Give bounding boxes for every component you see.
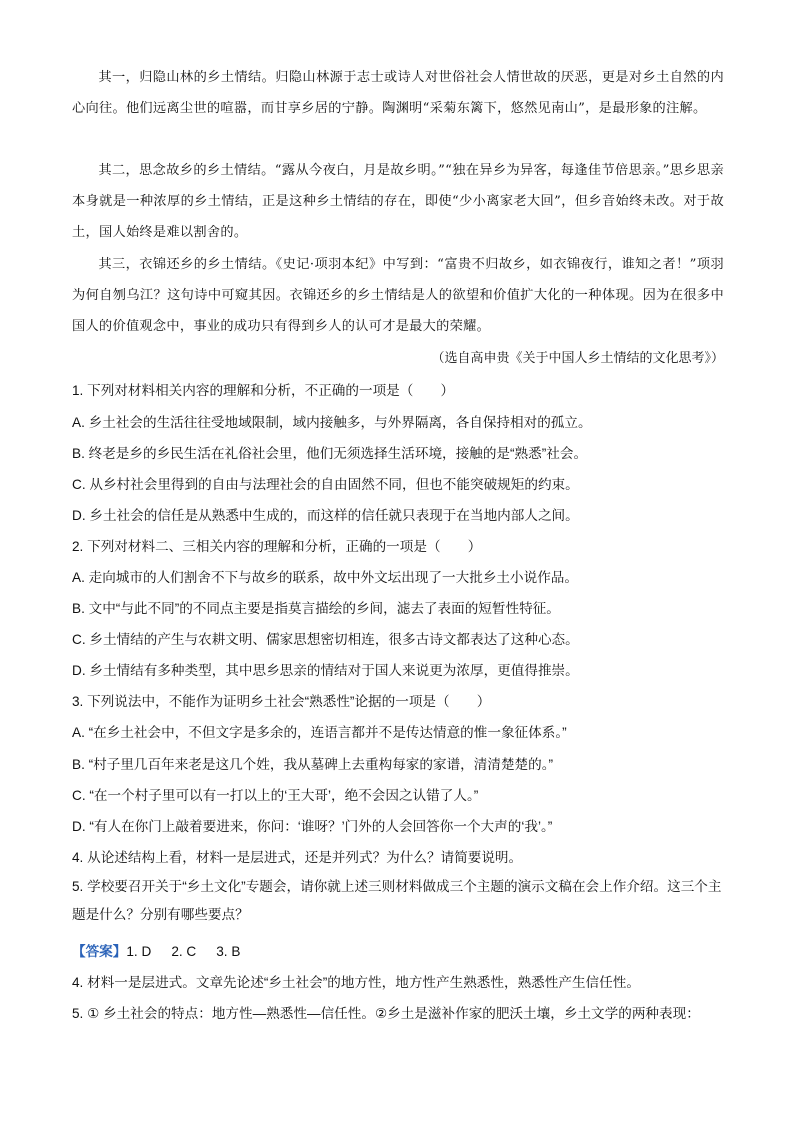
material3-paragraph-1 xyxy=(72,62,724,124)
question-2-option-c: C. 乡土情结的产生与农耕文明、儒家思想密切相连，很多古诗文都表达了这种心态。 xyxy=(72,632,579,647)
question-1-option-a: A. 乡土社会的生活往往受地域限制，域内接触多，与外界隔离，各自保持相对的孤立。 xyxy=(72,415,592,430)
question-2-stem: 2. 下列对材料二、三相关内容的理解和分析，正确的一项是（ ） xyxy=(72,539,482,554)
question-1-option-d: D. 乡土社会的信任是从熟悉中生成的，而这样的信任就只表现于在当地内部人之间。 xyxy=(72,508,579,523)
paragraph-text: 其一，归隐山林的乡土情结。归隐山林源于志士或诗人对世俗社会人情世故的厌恶，更是对乡土自然的内心向往。他们远离尘世的喧嚣，而甘享乡居的宁静。陶渊明“采菊东篱下，悠然见南山”，是最形象的注解。 xyxy=(72,70,724,116)
question-2-option-d: D. 乡土情结有多种类型，其中思乡思亲的情结对于国人来说更为浓厚，更值得推崇。 xyxy=(72,663,579,678)
question-3-option-d: D. “有人在你门上敲着要进来，你问：‘谁呀？’门外的人会回答你一个大声的‘我’。” xyxy=(72,819,553,834)
question-3-stem: 3. 下列说法中，不能作为证明乡土社会“熟悉性”论据的一项是（ ） xyxy=(72,694,491,709)
question-1-option-b: B. 终老是乡的乡民生活在礼俗社会里，他们无须选择生活环境，接触的是“熟悉”社会。 xyxy=(72,446,588,461)
answer-3: 3. B xyxy=(216,944,241,959)
paragraph-text: 其三，衣锦还乡的乡土情结。《史记·项羽本纪》中写到：“富贵不归故乡，如衣锦夜行，谁知之者！”项羽为何自刎乌江？这句诗中可窥其因。衣锦还乡的乡土情结是人的欲望和价值扩大化的一种体现。因为在很多中国人的价值观念中，事业的成功只有得到乡人的认可才是最大的荣耀。 xyxy=(72,257,724,334)
question-4: 4. 从论述结构上看，材料一是层进式，还是并列式？为什么？请简要说明。 xyxy=(72,850,523,865)
question-3-option-c: C. “在一个村子里可以有一打以上的‘王大哥’，绝不会因之认错了人。” xyxy=(72,788,479,803)
material3-paragraph-2 xyxy=(72,155,724,248)
question-3-option-a: A. “在乡土社会中，不但文字是多余的，连语言都并不是传达情意的惟一象征体系。” xyxy=(72,725,567,740)
answer-line xyxy=(72,940,734,960)
answer-5: 5. ① 乡土社会的特点：地方性—熟悉性—信任性。②乡土是滋补作家的肥沃土壤，乡土文学的两种表现： xyxy=(72,1006,700,1021)
answer-1: 1. D xyxy=(126,944,152,959)
question-1-stem: 1. 下列对材料相关内容的理解和分析，不正确的一项是（ ） xyxy=(72,383,455,398)
question-2-option-b: B. 文中“与此不同”的不同点主要是指莫言描绘的乡间，滤去了表面的短暂性特征。 xyxy=(72,601,560,616)
material3-paragraph-3 xyxy=(72,249,724,342)
source-citation: （选自高申贵《关于中国人乡土情结的文化思考》） xyxy=(431,351,724,366)
answer-4: 4. 材料一是层进式。文章先论述“乡土社会”的地方性，地方性产生熟悉性，熟悉性产生信任性。 xyxy=(72,975,640,990)
paragraph-text: 其二，思念故乡的乡土情结。“露从今夜白，月是故乡明。”“独在异乡为异客，每逢佳节倍思亲。”思乡思亲本身就是一种浓厚的乡土情结，正是这种乡土情结的存在，即使“少小离家老大回”，但乡音始终未改。对于故土，国人始终是难以割舍的。 xyxy=(72,163,724,240)
answer-tag: 【答案】 xyxy=(72,944,127,959)
question-3-option-b: B. “村子里几百年来老是这几个姓，我从墓碑上去重构每家的家谱，清清楚楚的。” xyxy=(72,757,554,772)
answer-2: 2. C xyxy=(171,944,197,959)
question-5: 5. 学校要召开关于“乡土文化”专题会，请你就上述三则材料做成三个主题的演示文稿在会上作介绍。这三个主题是什么？分别有哪些要点？ xyxy=(72,879,722,922)
question-1-option-c: C. 从乡村社会里得到的自由与法理社会的自由固然不同，但也不能突破规矩的约束。 xyxy=(72,477,579,492)
question-2-option-a: A. 走向城市的人们割舍不下与故乡的联系，故中外文坛出现了一大批乡土小说作品。 xyxy=(72,570,578,585)
